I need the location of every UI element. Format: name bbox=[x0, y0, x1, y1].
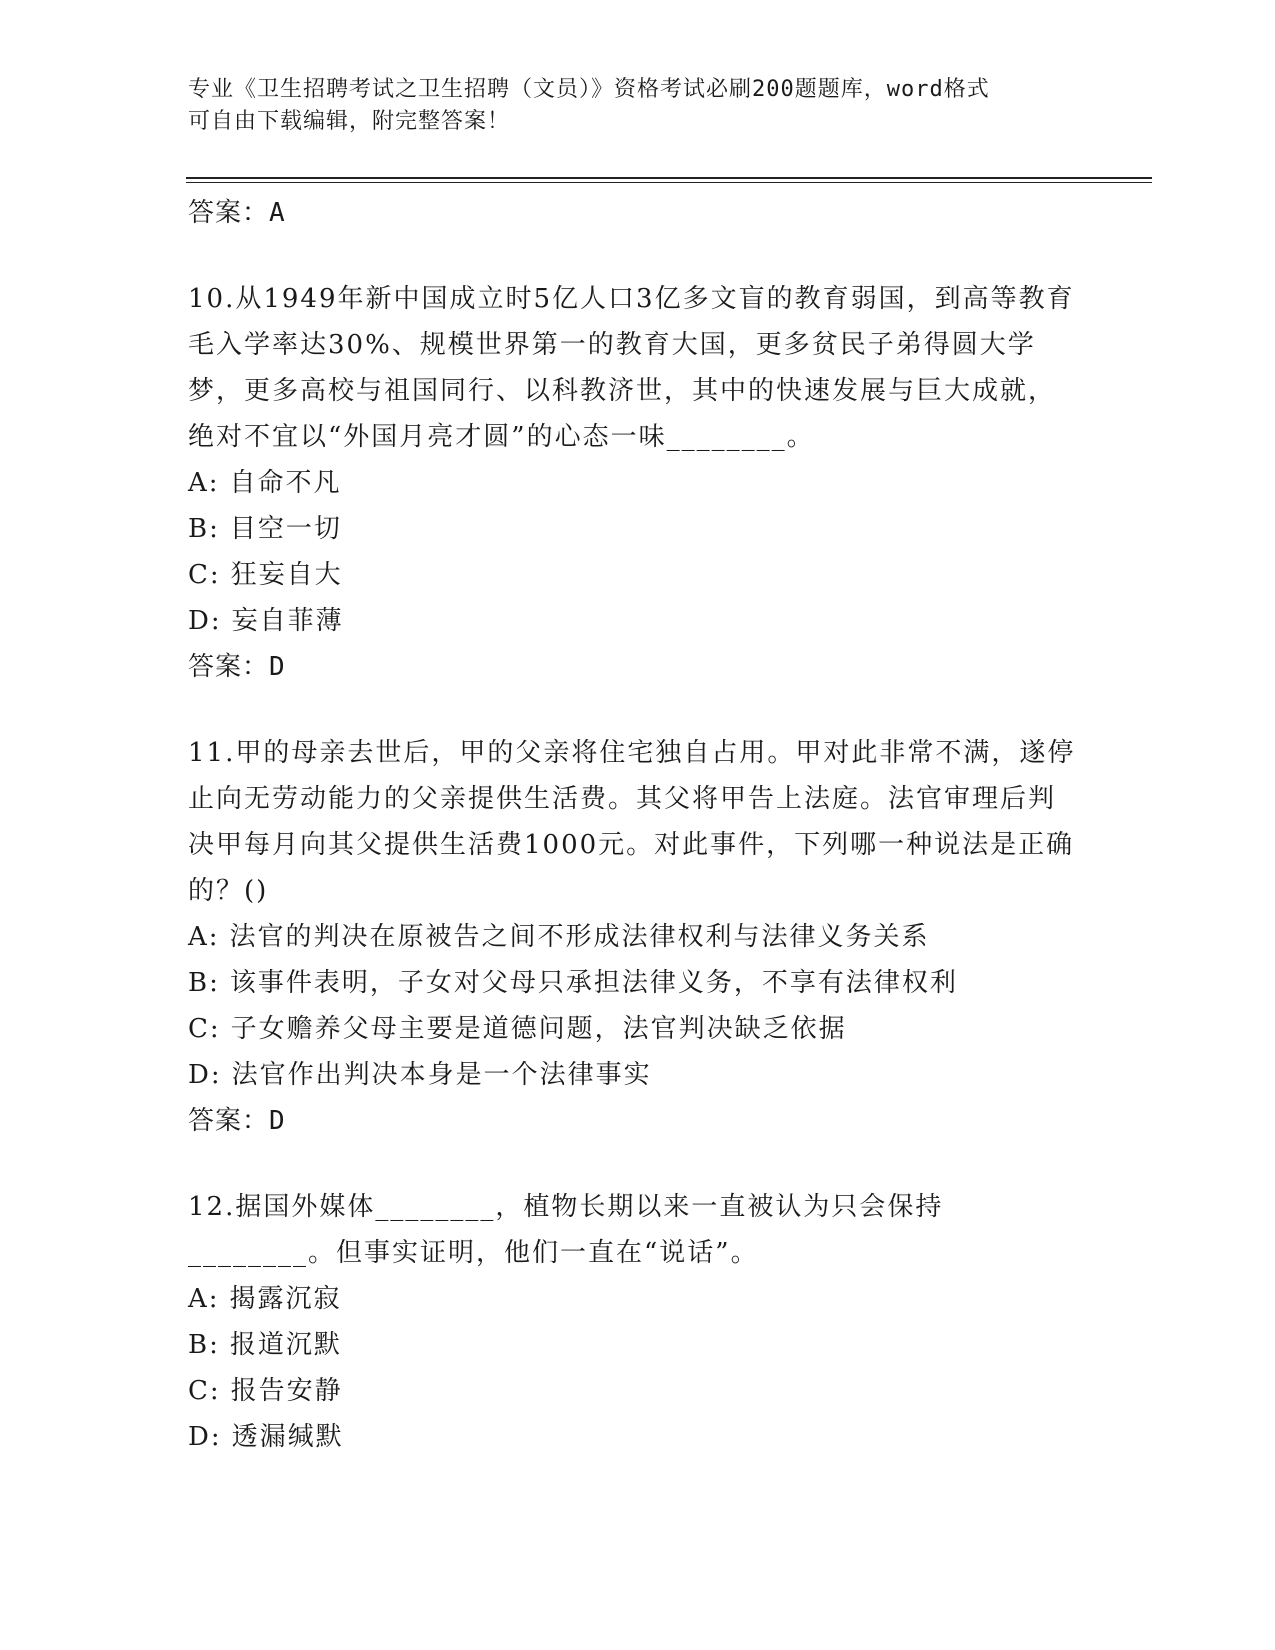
answer-10: 答案：D bbox=[188, 652, 286, 682]
header-line-1: 专业《卫生招聘考试之卫生招聘（文员）》资格考试必刷200题题库，word格式 bbox=[188, 77, 990, 102]
option-letter: B: bbox=[188, 1330, 220, 1360]
option-letter: A: bbox=[188, 468, 220, 498]
question-stem: 11.甲的母亲去世后，甲的父亲将住宅独自占用。甲对此非常不满，遂停止向无劳动能力的父亲提供生活费。其父将甲告上法庭。法官审理后判决甲每月向其父提供生活费1000元。对此事件，下列哪一种说法是正确的？() bbox=[188, 738, 1076, 906]
option-letter: D: bbox=[188, 1060, 222, 1090]
option-d bbox=[188, 598, 1088, 644]
option-d bbox=[188, 1052, 1088, 1098]
option-letter: C: bbox=[188, 560, 221, 590]
answer-11: 答案：D bbox=[188, 1106, 286, 1136]
option-letter: A: bbox=[188, 922, 220, 952]
option-letter: A: bbox=[188, 1284, 220, 1314]
option-text: 子女赡养父母主要是道德问题，法官判决缺乏依据 bbox=[230, 1014, 847, 1044]
option-text: 法官作出判决本身是一个法律事实 bbox=[231, 1060, 652, 1090]
option-letter: D: bbox=[188, 606, 222, 636]
option-c bbox=[188, 1006, 1088, 1052]
option-a bbox=[188, 914, 1088, 960]
option-text: 狂妄自大 bbox=[230, 560, 343, 590]
question-stem: 12.据国外媒体________，植物长期以来一直被认为只会保持________。但事实证明，他们一直在“说话”。 bbox=[188, 1192, 944, 1268]
option-text: 自命不凡 bbox=[229, 468, 342, 498]
option-b bbox=[188, 960, 1088, 1006]
header-line-2: 可自由下载编辑，附完整答案！ bbox=[188, 109, 511, 134]
option-a bbox=[188, 1276, 1088, 1322]
question-stem: 10.从1949年新中国成立时5亿人口3亿多文盲的教育弱国，到高等教育毛入学率达30%、规模世界第一的教育大国，更多贫民子弟得圆大学梦，更多高校与祖国同行、以科教济世，其中的快速发展与巨大成就，绝对不宜以“外国月亮才圆”的心态一味________。 bbox=[188, 284, 1075, 452]
option-d bbox=[188, 1414, 1088, 1460]
header-rule-thick bbox=[186, 177, 1152, 179]
answer-previous: 答案：A bbox=[188, 198, 286, 228]
document-body bbox=[188, 190, 1088, 1460]
option-text: 妄自菲薄 bbox=[231, 606, 344, 636]
option-text: 目空一切 bbox=[229, 514, 342, 544]
option-letter: C: bbox=[188, 1014, 221, 1044]
option-text: 揭露沉寂 bbox=[229, 1284, 342, 1314]
option-text: 法官的判决在原被告之间不形成法律权利与法律义务关系 bbox=[229, 922, 930, 952]
option-letter: D: bbox=[188, 1422, 222, 1452]
option-letter: B: bbox=[188, 968, 220, 998]
question-11 bbox=[188, 730, 1088, 1144]
question-10 bbox=[188, 276, 1088, 690]
question-12 bbox=[188, 1184, 1088, 1460]
option-text: 报道沉默 bbox=[229, 1330, 342, 1360]
option-b bbox=[188, 1322, 1088, 1368]
document-header bbox=[188, 74, 1088, 138]
option-c bbox=[188, 1368, 1088, 1414]
option-a bbox=[188, 460, 1088, 506]
option-b bbox=[188, 506, 1088, 552]
option-letter: C: bbox=[188, 1376, 221, 1406]
option-text: 透漏缄默 bbox=[231, 1422, 344, 1452]
option-text: 报告安静 bbox=[230, 1376, 343, 1406]
option-text: 该事件表明，子女对父母只承担法律义务，不享有法律权利 bbox=[229, 968, 958, 998]
option-c bbox=[188, 552, 1088, 598]
option-letter: B: bbox=[188, 514, 220, 544]
header-rule-thin bbox=[186, 182, 1152, 183]
